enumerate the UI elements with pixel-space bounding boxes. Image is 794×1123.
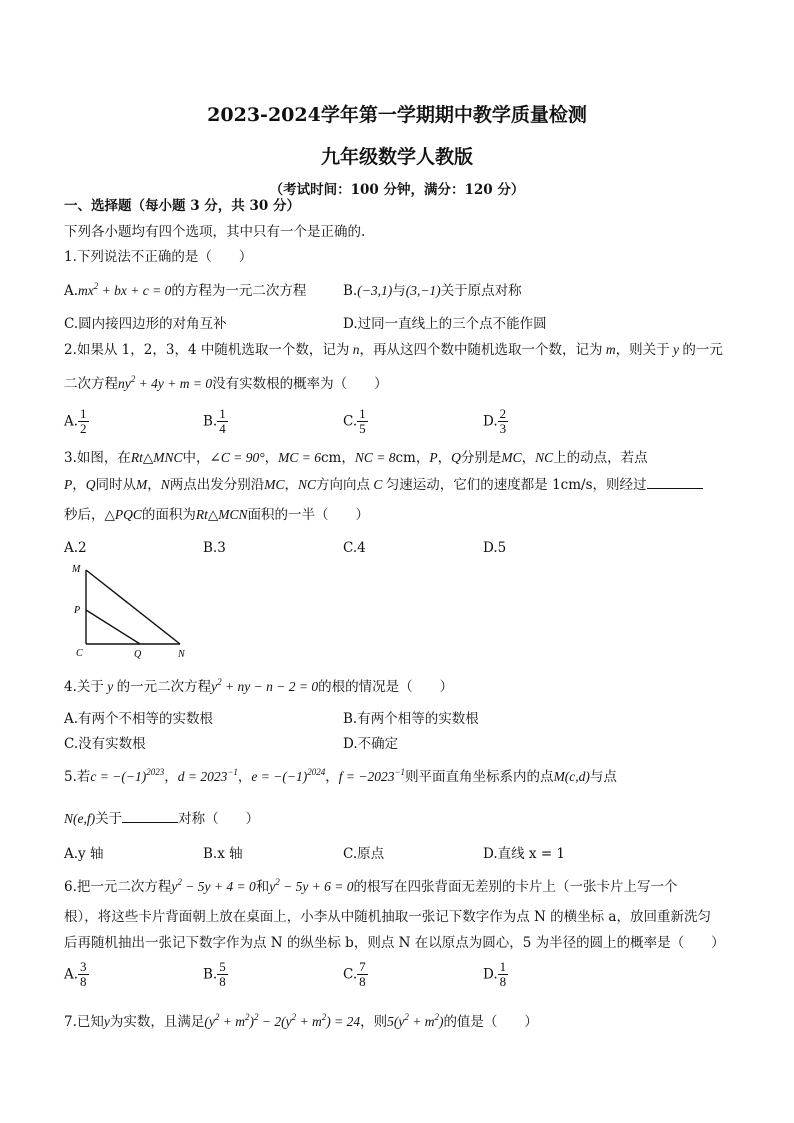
label-p: P — [74, 605, 81, 616]
label-m: M — [72, 564, 81, 575]
q2-frac-c: $\frac{1}{5}$ — [359, 406, 366, 437]
exam-title: 2023-2024学年第一学期期中教学质量检测 — [207, 104, 587, 126]
label-n: N — [178, 649, 185, 660]
q1-option-a[interactable]: $A.mx^2$ + bx + c = 0的方程为一元二次方程 — [64, 281, 307, 299]
q7-stem: 7.已知y为实数，且满足$(y^2 + m^2)^2 - 2(y^2 + m^2) = 24$，则$5(y^2 + m^2)$的值是（ ） — [64, 1012, 538, 1030]
q6-line3: 后再随机抽出一张记下数字作为点 N 的纵坐标 b，则点 N 在以原点为圆心，5 为半径的圆上的概率是（ ） — [64, 935, 725, 951]
q3-line2: P，Q同时从M，N两点出发分别沿MC，NC方向向点 C 匀速运动，它们的速度都是 1cm/s，则经过 — [64, 478, 703, 493]
q1-option-b[interactable]: B.(−3,1)与(3,−1)关于原点对称 — [343, 283, 522, 299]
q3-line1: 3.如图，在Rt△MNC中，∠C = 90°，MC = 6cm，NC = 8cm，P，Q分别是MC，NC上的动点，若点 — [64, 450, 648, 466]
q6-option-d[interactable]: D. $\frac{1}{8}$ — [483, 959, 507, 990]
q6-frac-d: $\frac{1}{8}$ — [499, 959, 507, 990]
q3-option-c[interactable]: C.4 — [343, 540, 366, 556]
q2-line2: 二次方程$ny^2 + 4y + m = 0$没有实数根的概率为（ ） — [64, 374, 388, 392]
q5-option-a[interactable]: A.y 轴 — [64, 846, 104, 862]
q2-frac-a: $\frac{1}{2}$ — [80, 406, 87, 437]
q3-option-d[interactable]: D.5 — [483, 540, 507, 556]
q4-stem: 4.关于 y 的一元二次方程$y^2$ + ny − n − 2 = 0的根的情况是（ ） — [64, 677, 454, 695]
q2-frac-d: $\frac{2}{3}$ — [499, 406, 507, 437]
q5-option-c[interactable]: C.原点 — [343, 846, 385, 862]
segment-pq — [86, 610, 140, 644]
q3-line3: 秒后，△PQC的面积为Rt△MCN面积的一半（ ） — [64, 507, 370, 523]
section-instruction: 下列各小题均有四个选项，其中只有一个是正确的. — [64, 224, 366, 240]
q6-line1: 6.把一元二次方程$y^2 - 5y + 4 = 0$和$y^2 - 5y + 6 = 0$的根写在四张背面无差别的卡片上（一张卡片上写一个 — [64, 877, 678, 895]
q6-line2: 根），将这些卡片背面朝上放在桌面上，小李从中随机抽取一张记下数字作为点 N 的横坐标 a，放回重新洗匀 — [64, 909, 711, 925]
q6-frac-a: $\frac{3}{8}$ — [80, 959, 87, 990]
q2-line1: 2.如果从 1，2，3，4 中随机选取一个数，记为 n，再从这四个数中随机选取一个数，记为 m，则关于 y 的一元 — [64, 342, 723, 358]
q3-option-a[interactable]: A.2 — [64, 540, 87, 556]
q6-option-a[interactable]: A. $\frac{3}{8}$ — [64, 959, 87, 990]
exam-info: （考试时间：100 分钟，满分：120 分） — [269, 182, 525, 198]
side-mn — [86, 570, 180, 644]
q3-option-b[interactable]: B.3 — [203, 540, 226, 556]
q5-stem: 5.若$c = -(-1)^{2023}$，$d = 2023^{-1}$，$e = -(-1)^{2024}$，$f = -2023^{-1}$则平面直角坐标系内的点M(c,d)与点 — [64, 767, 617, 785]
q2-frac-b: $\frac{1}{4}$ — [219, 406, 226, 437]
q6-frac-b: $\frac{5}{8}$ — [219, 959, 226, 990]
q2-option-a[interactable]: A. $\frac{1}{2}$ — [64, 406, 87, 437]
label-c: C — [76, 648, 83, 659]
q1-stem: 1.下列说法不正确的是（ ） — [64, 249, 253, 265]
q4-option-a[interactable]: A.有两个不相等的实数根 — [64, 711, 214, 727]
q2-option-c[interactable]: C. $\frac{1}{5}$ — [343, 406, 366, 437]
q4-option-b[interactable]: B.有两个相等的实数根 — [343, 711, 479, 727]
q6-option-c[interactable]: C. $\frac{7}{8}$ — [343, 959, 366, 990]
q5-option-b[interactable]: B.x 轴 — [203, 846, 243, 862]
q4-option-c[interactable]: C.没有实数根 — [64, 736, 146, 752]
q2-option-d[interactable]: D. $\frac{2}{3}$ — [483, 406, 507, 437]
q6-option-b[interactable]: B. $\frac{5}{8}$ — [203, 959, 226, 990]
label-q: Q — [134, 649, 142, 660]
q2-option-b[interactable]: B. $\frac{1}{4}$ — [203, 406, 226, 437]
exam-subtitle: 九年级数学人教版 — [320, 146, 473, 168]
q6-frac-c: $\frac{7}{8}$ — [359, 959, 366, 990]
section-heading: 一、选择题（每小题 3 分，共 30 分） — [64, 198, 300, 214]
q4-option-d[interactable]: D.不确定 — [343, 736, 399, 752]
q3-triangle-figure — [68, 560, 198, 660]
q5-line2: N(e,f)关于 对称（ ） — [64, 811, 260, 827]
q1-option-d[interactable]: D.过同一直线上的三个点不能作圆 — [343, 316, 547, 332]
q5-option-d[interactable]: D.直线 x = 1 — [483, 846, 566, 862]
q1-option-c[interactable]: C.圆内接四边形的对角互补 — [64, 316, 227, 332]
